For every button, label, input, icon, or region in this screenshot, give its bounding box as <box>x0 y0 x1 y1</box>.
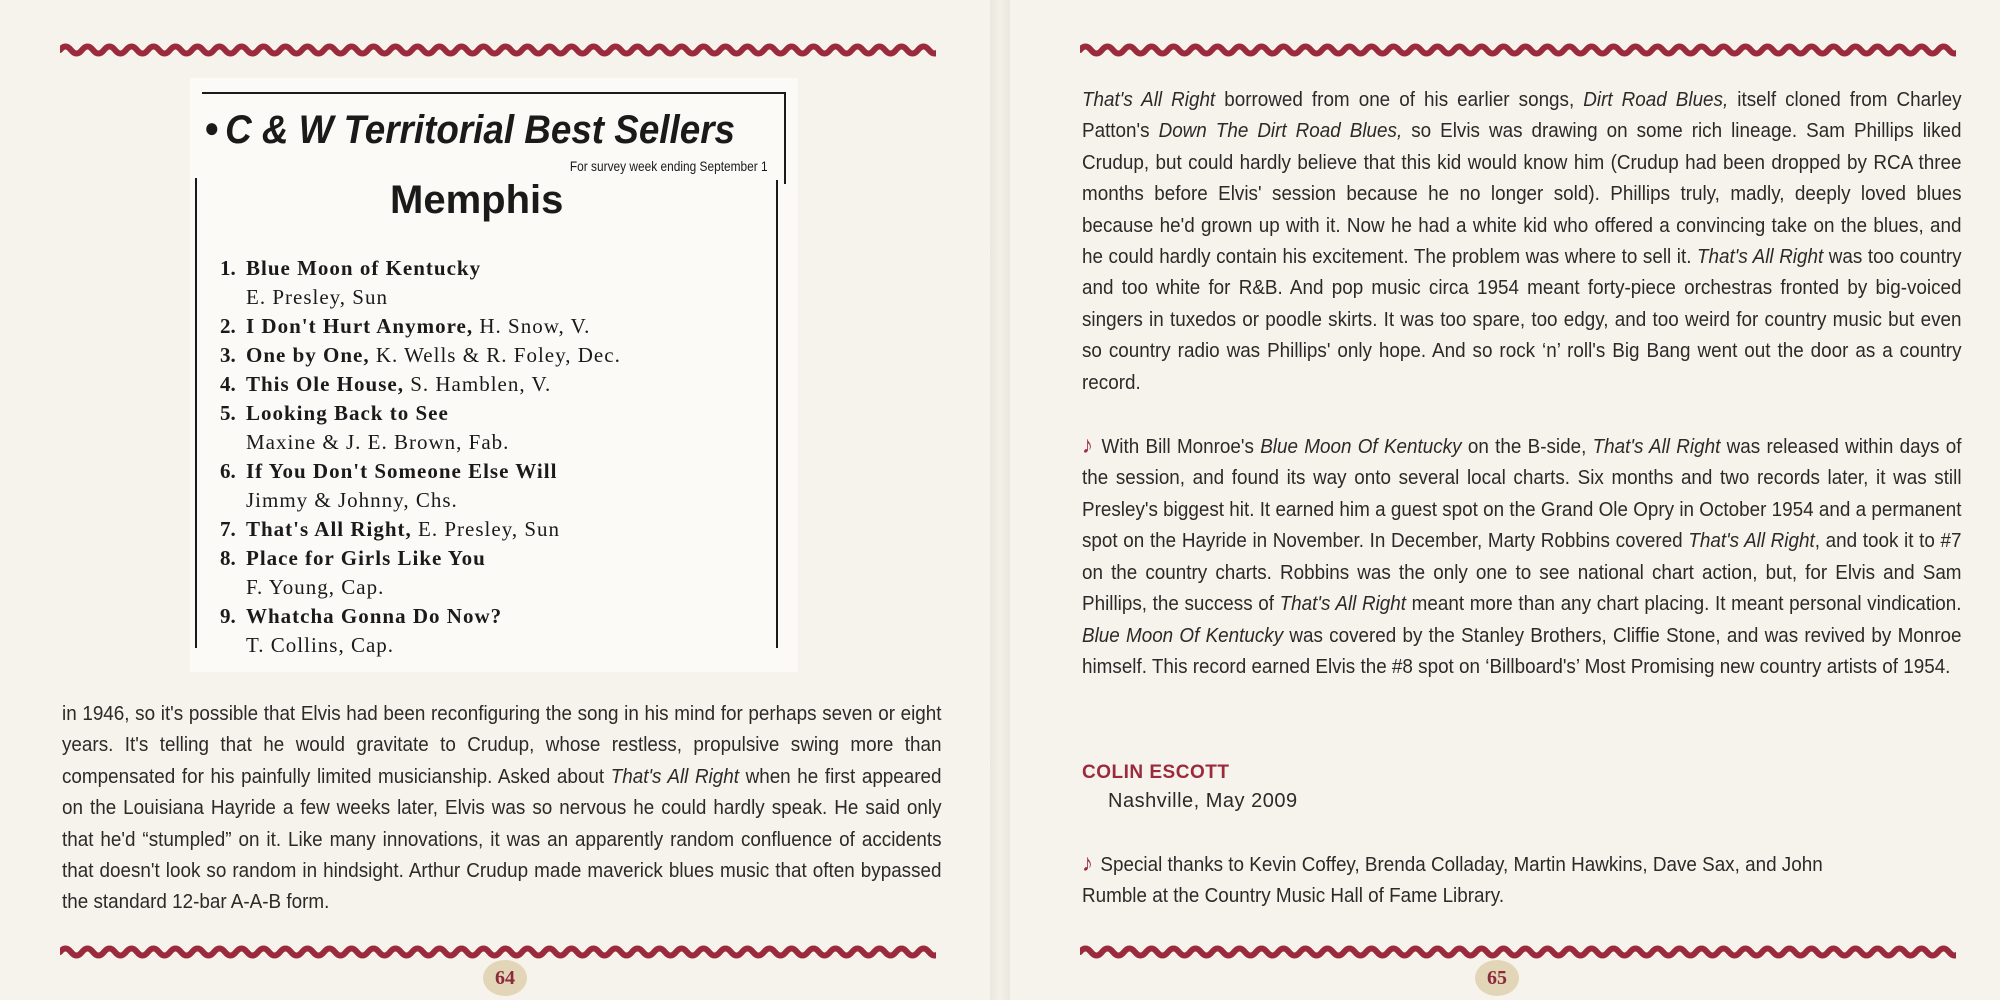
chart-entry <box>220 399 780 428</box>
wavy-border-top-right <box>1080 42 1956 58</box>
entry-artist: H. Snow, V. <box>473 314 591 338</box>
author-place-date: Nashville, May 2009 <box>1108 790 1298 812</box>
entry-artist: Maxine & J. E. Brown, Fab. <box>246 430 510 454</box>
text-run: was covered by the Stanley Brothers, Cliffie Stone, and was revived by Monroe himself. This record earned Elvis the #8 spot on ‘Billboard's’ Most Promising new country artists of 1954. <box>1082 623 1962 678</box>
text-run: so Elvis was drawing on some rich lineage. Sam Phillips liked Crudup, but could hardly believe that this kid would know him (Crudup had been dropped by RCA three months before Elvis' session because he no longer sold). Phillips truly, madly, deeply loved blues because he'd grown up with it. Now he had a white kid who offered a convincing take on the blues, and he could hardly contain his excitement. The problem was where to sell it. <box>1082 119 1962 269</box>
music-note-icon: ♪ <box>1082 432 1095 460</box>
page-number-left: 64 <box>483 960 527 996</box>
clipping-survey-note: For survey week ending September 1 <box>570 158 768 174</box>
entry-rank: 5. <box>220 401 236 425</box>
page-gutter <box>990 0 1010 1000</box>
wavy-border-bottom-left <box>60 944 936 960</box>
chart-entry <box>220 602 780 631</box>
chart-entry <box>220 544 780 573</box>
italic-title: That's All Right <box>1082 88 1216 111</box>
entry-rank: 3. <box>220 343 236 367</box>
italic-title: That's All Right <box>610 764 739 788</box>
italic-title: Blue Moon Of Kentucky <box>1260 435 1462 459</box>
entry-artist: E. Presley, Sun <box>411 517 561 541</box>
text-run: was released within days of the session, and found its way onto several local charts. Six months and two records later, it was still Presley's biggest hit. It earned him a guest spot on the Grand Ole Opry in October 1954 and a permanent spot on the Hayride in November. In December, Marty Robbins covered <box>1082 435 1962 553</box>
italic-title: That's All Right <box>1279 592 1407 616</box>
music-note-icon: ♪ <box>1082 850 1094 877</box>
entry-title: One by One, <box>246 343 370 367</box>
wavy-line <box>1080 944 1956 960</box>
entry-title: Place for Girls Like You <box>246 546 486 570</box>
italic-title: That's All Right <box>1697 245 1824 269</box>
entry-artist: F. Young, Cap. <box>246 575 385 599</box>
entry-rank: 6. <box>220 459 236 483</box>
clipping-rule <box>195 178 197 648</box>
entry-artist: T. Collins, Cap. <box>246 633 395 657</box>
wavy-border-top-left <box>60 42 936 58</box>
entry-title: If You Don't Someone Else Will <box>246 459 558 483</box>
entry-title: This Ole House, <box>246 372 404 396</box>
entry-rank: 8. <box>220 546 236 570</box>
body-paragraph <box>1082 430 1962 682</box>
entry-artist: K. Wells & R. Foley, Dec. <box>369 343 621 367</box>
entry-rank: 1. <box>220 256 236 280</box>
italic-title: Down The Dirt Road Blues, <box>1158 119 1403 143</box>
body-paragraph <box>1082 84 1962 398</box>
entry-title: Whatcha Gonna Do Now? <box>246 604 503 628</box>
author-name: COLIN ESCOTT <box>1082 762 1230 783</box>
chart-entry <box>220 457 780 486</box>
entry-artist: E. Presley, Sun <box>246 285 388 309</box>
wavy-line <box>1080 42 1956 58</box>
entry-rank: 9. <box>220 604 236 628</box>
thanks-text: Special thanks to Kevin Coffey, Brenda Colladay, Martin Hawkins, Dave Sax, and John Rumble at the Country Music Hall of Fame Library. <box>1082 853 1823 908</box>
text-run: itself cloned from Charley Patton's <box>1082 88 1962 143</box>
entry-artist: Jimmy & Johnny, Chs. <box>246 488 458 512</box>
text-run: , and took it to #7 on the country charts. Robbins was the only one to see national chart action, but, for Elvis and Sam Phillips, the success of <box>1082 529 1962 616</box>
body-paragraph <box>62 698 942 918</box>
clipping-rule <box>784 92 786 184</box>
entry-rank: 4. <box>220 372 236 396</box>
chart-entry <box>220 515 780 544</box>
entry-rank: 2. <box>220 314 236 338</box>
clipping-city: Memphis <box>390 178 564 222</box>
clipping-title-text: C & W Territorial Best Sellers <box>225 108 735 152</box>
text-run: when he first appeared on the Louisiana Hayride a few weeks later, Elvis was so nervous he could hardly speak. He said only that he'd “stumpled” on it. Like many innovations, it was an apparently random confluence of accidents that doesn't look so random in hindsight. Arthur Crudup made maverick blues music that often bypassed the standard 12-bar A-A-B form. <box>62 764 942 914</box>
page-number-right: 65 <box>1475 960 1519 996</box>
italic-title: That's All Right <box>1688 529 1815 553</box>
text-run: meant more than any chart placing. It meant personal vindication. <box>1406 592 1962 616</box>
text-run: on the B-side, <box>1461 435 1593 459</box>
entry-rank: 7. <box>220 517 236 541</box>
text-run: in 1946, so it's possible that Elvis had been reconfiguring the song in his mind for perhaps seven or eight years. It's telling that he would gravitate to Crudup, whose restless, propulsive swing more than compensated for his painfully limited musicianship. Asked about <box>62 702 942 788</box>
text-run: borrowed from one of his earlier songs, <box>1215 88 1584 111</box>
entry-title: That's All Right, <box>246 517 412 541</box>
chart-entry <box>220 254 780 283</box>
entry-title: I Don't Hurt Anymore, <box>246 314 474 338</box>
text-run: With Bill Monroe's <box>1101 435 1261 459</box>
italic-title: Dirt Road Blues, <box>1583 88 1729 111</box>
text-run: was too country and too white for R&B. And pop music circa 1954 meant forty-piece orchestras fronted by big-voiced singers in tuxedos or poodle skirts. It was too spare, too edgy, and too weird for country music but even so country radio was Phillips' only hope. And so rock ‘n’ roll's Big Bang went out the door as a country record. <box>1082 245 1962 394</box>
best-sellers-list <box>220 254 780 660</box>
italic-title: Blue Moon Of Kentucky <box>1082 623 1284 647</box>
entry-artist: S. Hamblen, V. <box>403 372 552 396</box>
clipping-rule <box>202 92 786 94</box>
bullet-icon: ● <box>204 112 220 143</box>
italic-title: That's All Right <box>1592 435 1721 459</box>
entry-title: Blue Moon of Kentucky <box>246 256 482 280</box>
chart-entry <box>220 370 780 399</box>
chart-entry <box>220 312 780 341</box>
wavy-line <box>60 42 936 58</box>
right-page-body <box>1082 84 1962 682</box>
entry-title: Looking Back to See <box>246 401 449 425</box>
acknowledgements <box>1082 848 1855 912</box>
left-page-body <box>62 698 942 918</box>
clipping-title <box>204 108 735 153</box>
chart-clipping <box>190 78 798 672</box>
chart-entry <box>220 341 780 370</box>
wavy-border-bottom-right <box>1080 944 1956 960</box>
wavy-line <box>60 944 936 960</box>
